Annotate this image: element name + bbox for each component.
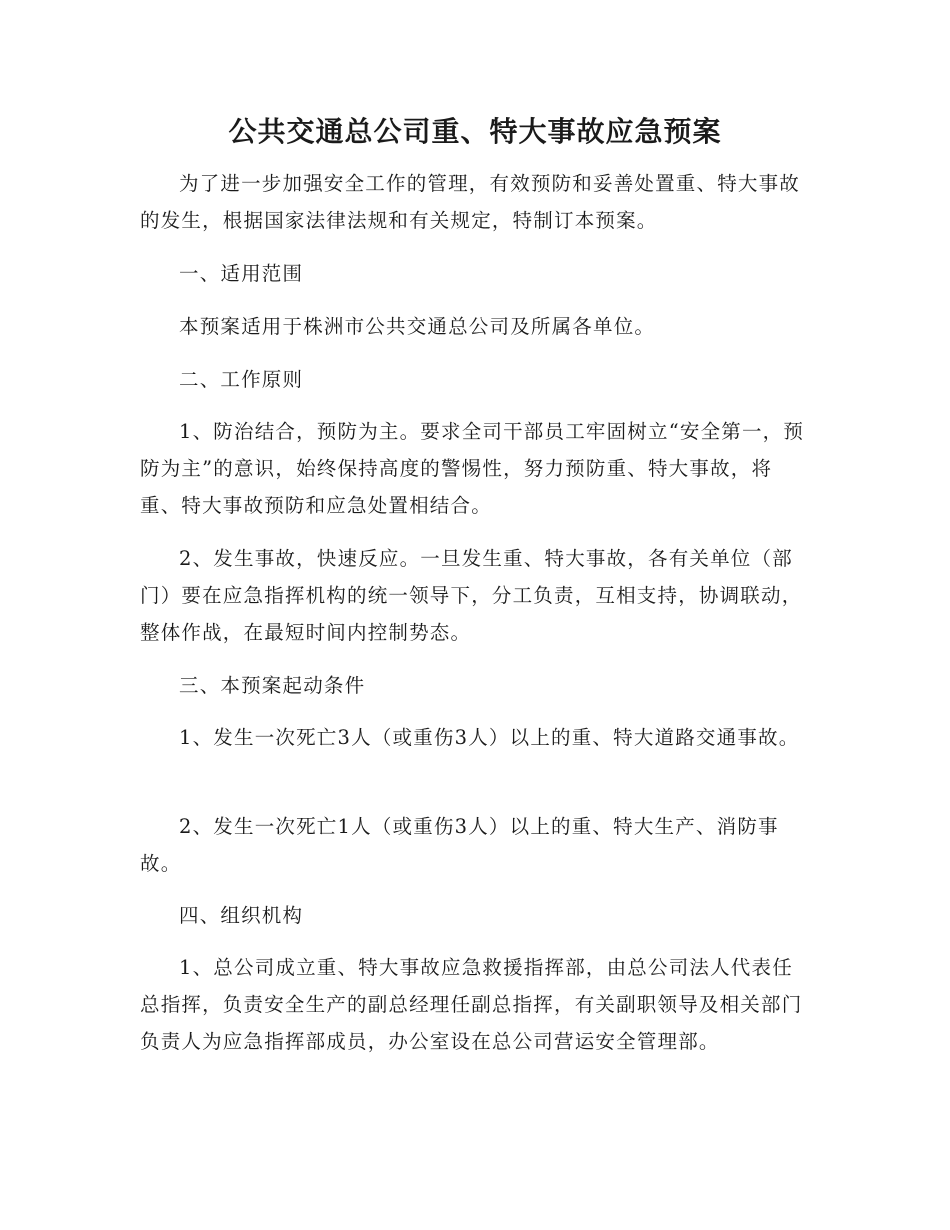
scope-paragraph: 本预案适用于株洲市公共交通总公司及所属各单位。 bbox=[179, 315, 656, 338]
document-title: 公共交通总公司重、特大事故应急预案 bbox=[228, 115, 722, 148]
section-heading-scope: 一、适用范围 bbox=[179, 262, 304, 285]
section-heading-organization: 四、组织机构 bbox=[179, 904, 304, 927]
principle-paragraph-1: 1、防治结合，预防为主。要求全司干部员工牢固树立“安全第一，预防为主”的意识，始终保持高度的警惕性，努力预防重、特大事故，将重、特大事故预防和应急处置相结合。 bbox=[140, 420, 805, 517]
condition-paragraph-2: 2、发生一次死亡1人（或重伤3人）以上的重、特大生产、消防事故。 bbox=[140, 815, 779, 875]
section-heading-principles: 二、工作原则 bbox=[179, 368, 304, 391]
organization-paragraph-1: 1、总公司成立重、特大事故应急救援指挥部，由总公司法人代表任总指挥，负责安全生产的副总经理任副总指挥，有关副职领导及相关部门负责人为应急指挥部成员，办公室设在总公司营运安全管理部。 bbox=[140, 956, 803, 1053]
principle-paragraph-2: 2、发生事故，快速反应。一旦发生重、特大事故，各有关单位（部门）要在应急指挥机构的统一领导下，分工负责，互相支持，协调联动，整体作战，在最短时间内控制势态。 bbox=[140, 547, 803, 644]
section-heading-conditions: 三、本预案起动条件 bbox=[179, 674, 366, 697]
condition-paragraph-1: 1、发生一次死亡3人（或重伤3人）以上的重、特大道路交通事故。 bbox=[179, 726, 800, 749]
intro-paragraph: 为了进一步加强安全工作的管理，有效预防和妥善处置重、特大事故的发生，根据国家法律法规和有关规定，特制订本预案。 bbox=[140, 172, 801, 232]
